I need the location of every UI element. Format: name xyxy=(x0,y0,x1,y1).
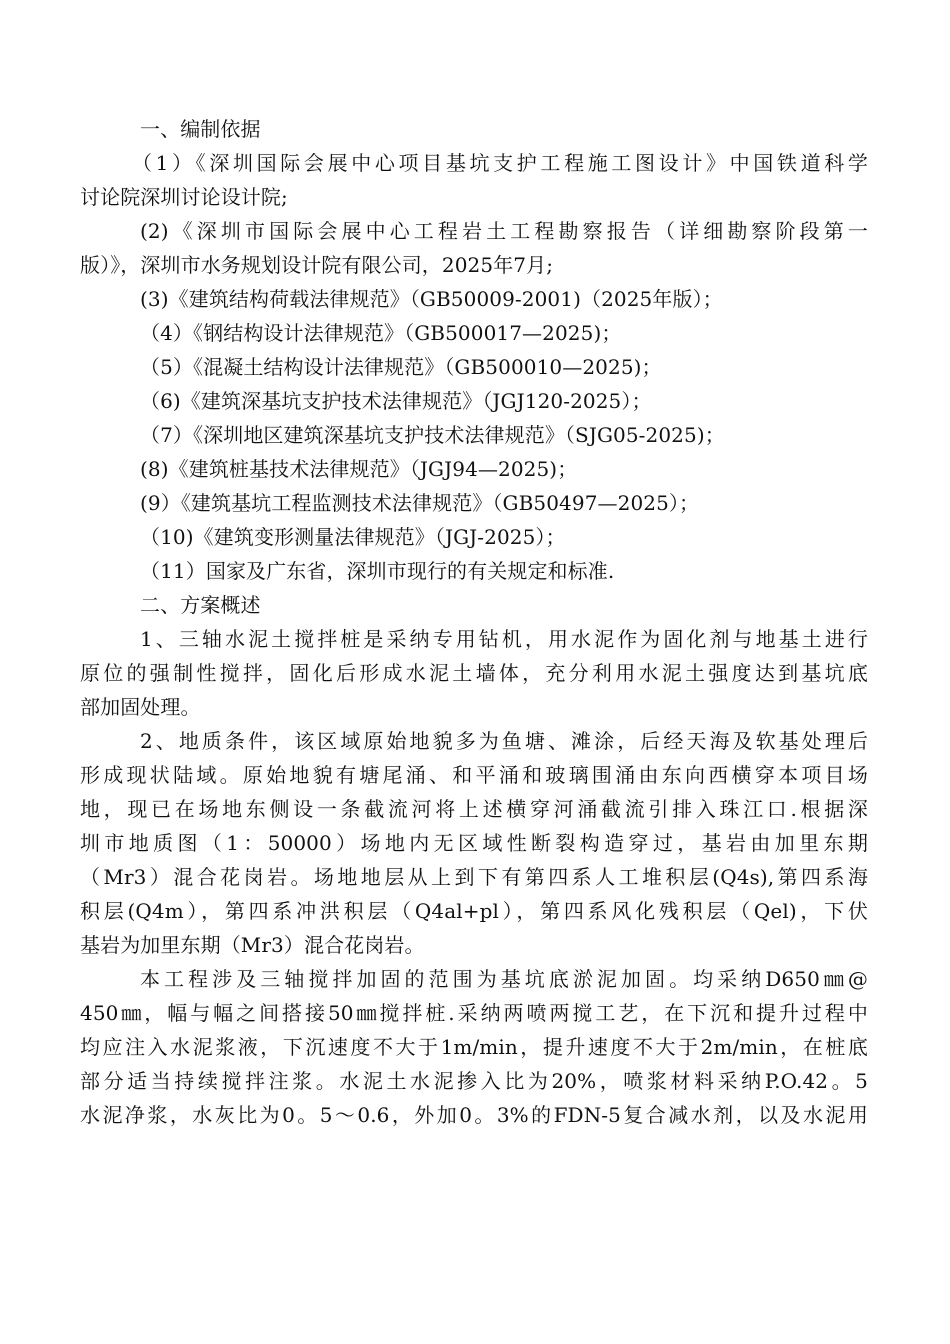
ref-10: （10)《建筑变形测量法律规范》（JGJ-2025）； xyxy=(140,525,566,549)
para-2-line-1: 2、地质条件，该区域原始地貌多为鱼塘、滩涂，后经天海及软基处理后 xyxy=(140,729,868,753)
para-1-line-1: 1、三轴水泥土搅拌桩是采纳专用钻机，用水泥作为固化剂与地基土进行 xyxy=(140,627,868,651)
section1-heading: 一、编制依据 xyxy=(140,117,261,141)
ref-4: （4）《钢结构设计法律规范》（GB500017—2025)； xyxy=(140,321,622,345)
ref-6: （6)《建筑深基坑支护技术法律规范》（JGJ120-2025）； xyxy=(140,389,652,413)
para-2-line-2: 形成现状陆域。原始地貌有塘尾涌、和平涌和玻璃围涌由东向西横穿本项目场 xyxy=(80,763,868,787)
ref-2-line-1: (2)《深圳市国际会展中心工程岩土工程勘察报告（详细勘察阶段第一 xyxy=(140,219,868,243)
section2-heading: 二、方案概述 xyxy=(140,593,261,617)
ref-1-line-1: （1）《深圳国际会展中心项目基坑支护工程施工图设计》中国铁道科学 xyxy=(132,151,868,175)
ref-5: （5）《混凝土结构设计法律规范》（GB500010—2025)； xyxy=(140,355,662,379)
ref-7: （7）《深圳地区建筑深基坑支护技术法律规范》（SJG05-2025)； xyxy=(140,423,725,447)
para-3-line-3: 均应注入水泥浆液，下沉速度不大于1m/min，提升速度不大于2m/min，在桩底 xyxy=(80,1035,868,1059)
para-3-line-2: 450㎜，幅与幅之间搭接50㎜搅拌桩.采纳两喷两搅工艺，在下沉和提升过程中 xyxy=(80,1001,868,1025)
ref-11: （11）国家及广东省，深圳市现行的有关规定和标准. xyxy=(140,559,615,583)
ref-1-line-2: 讨论院深圳讨论设计院; xyxy=(80,185,288,209)
para-1-line-3: 部加固处理。 xyxy=(80,695,201,719)
para-3-line-1: 本工程涉及三轴搅拌加固的范围为基坑底淤泥加固。均采纳D650㎜@ xyxy=(140,967,868,991)
para-3-line-5: 水泥净浆，水灰比为0。5～0.6，外加0。3%的FDN-5复合减水剂，以及水泥用 xyxy=(80,1103,868,1127)
para-2-line-4: 圳市地质图（1：50000）场地内无区域性断裂构造穿过，基岩由加里东期 xyxy=(80,831,868,855)
document-page xyxy=(80,112,868,1132)
para-2-line-5: （Mr3）混合花岗岩。场地地层从上到下有第四系人工堆积层(Q4s),第四系海 xyxy=(80,865,868,889)
para-1-line-2: 原位的强制性搅拌，固化后形成水泥土墙体，充分利用水泥土强度达到基坑底 xyxy=(80,661,868,685)
para-2-line-7: 基岩为加里东期（Mr3）混合花岗岩。 xyxy=(80,933,425,957)
ref-2-line-2: 版）》，深圳市水务规划设计院有限公司，2025年7月; xyxy=(80,253,554,277)
ref-8: (8)《建筑桩基技术法律规范》（JGJ94—2025)； xyxy=(140,457,578,481)
para-2-line-6: 积层(Q4m），第四系冲洪积层（Q4al+pl），第四系风化残积层（Qel)，下伏 xyxy=(80,899,868,923)
para-3-line-4: 部分适当持续搅拌注浆。水泥土水泥掺入比为20%，喷浆材料采纳P.O.42。5 xyxy=(80,1069,868,1093)
ref-9: (9）《建筑基坑工程监测技术法律规范》（GB50497—2025）； xyxy=(140,491,700,515)
para-2-line-3: 地，现已在场地东侧设一条截流河将上述横穿河涌截流引排入珠江口.根据深 xyxy=(80,797,868,821)
ref-3: (3)《建筑结构荷载法律规范》（GB50009-2001)（2025年版）； xyxy=(140,287,723,311)
